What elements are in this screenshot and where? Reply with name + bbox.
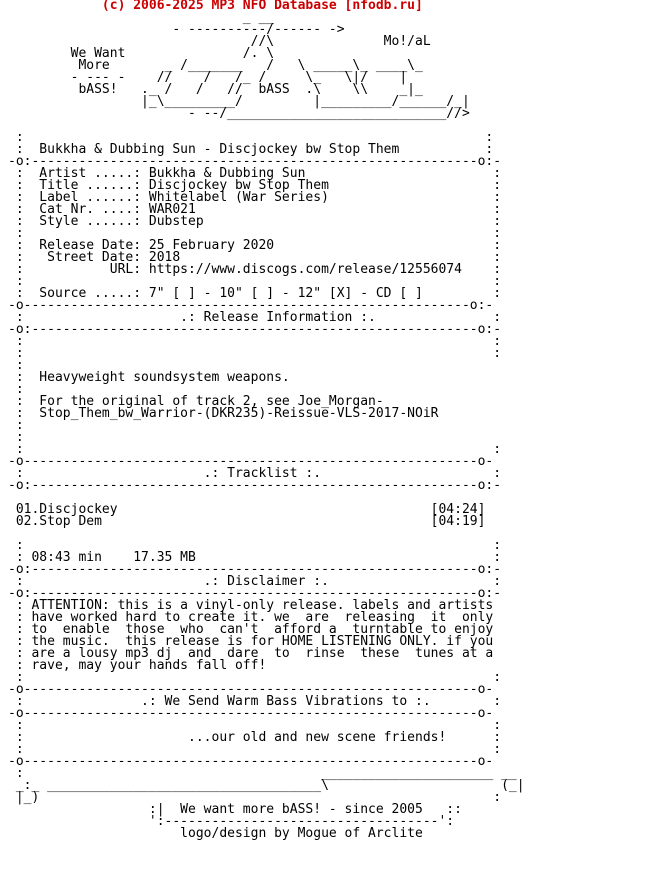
nfo-header-copyright: (c) 2006-2025 MP3 NFO Database [nfodb.ru]: [8, 0, 423, 13]
nfo-line: : Title ......: Discjockey bw Stop Them :: [8, 178, 502, 193]
nfo-line: -o:---------------------------------------------------------o:-: [8, 586, 502, 601]
nfo-line: _:_ ___________________________________\ (_|: [8, 778, 525, 793]
nfo-line: : have worked hard to create it. we are releasing it only: [8, 610, 494, 625]
nfo-line: : Cat Nr. ....: WAR021 :: [8, 202, 502, 217]
nfo-line: - ----------/------ ->: [8, 22, 345, 37]
nfo-line: : .: Tracklist :. :: [8, 466, 502, 481]
nfo-line: : .: Disclaimer :. :: [8, 574, 502, 589]
nfo-line: -o:---------------------------------------------------------o:-: [8, 154, 502, 169]
nfo-line: : :: [8, 442, 502, 457]
nfo-line: //\ Mo!/aL: [8, 34, 431, 49]
nfo-line: : .: Release Information :. :: [8, 310, 502, 325]
nfo-line: : :: [8, 670, 502, 685]
nfo-line: : For the original of track 2, see Joe_Morgan-: [8, 394, 384, 409]
nfo-line: : Heavyweight soundsystem weapons.: [8, 370, 290, 385]
nfo-line: : :: [8, 538, 502, 553]
nfo-line: -o:---------------------------------------------------------o:-: [8, 478, 502, 493]
nfo-line: : ______________________ __: [8, 766, 517, 781]
nfo-line: -o:---------------------------------------------------------o:-: [8, 322, 502, 337]
nfo-line: _ __: [8, 10, 275, 25]
nfo-line: : ...our old and new scene friends! :: [8, 730, 502, 745]
nfo-line: : Bukkha & Dubbing Sun - Discjockey bw Stop Them :: [8, 142, 494, 157]
nfo-line: :: [8, 358, 24, 373]
nfo-line: : Release Date: 25 February 2020 :: [8, 238, 502, 253]
nfo-line: |_) :: [8, 790, 502, 805]
nfo-document: [8, 0, 525, 840]
nfo-line: :: [8, 418, 24, 433]
nfo-line: : Artist .....: Bukkha & Dubbing Sun :: [8, 166, 502, 181]
nfo-line: :: [8, 382, 24, 397]
nfo-line: : the music. this release is for HOME LISTENING ONLY. if you: [8, 634, 494, 649]
nfo-line: -o----------------------------------------------------------o-: [8, 706, 494, 721]
nfo-line: -o:---------------------------------------------------------o:-: [8, 562, 502, 577]
nfo-line: : Stop_Them_bw_Warrior-(DKR235)-Reissue-VLS-2017-NOiR: [8, 406, 439, 421]
nfo-line: : :: [8, 274, 502, 289]
nfo-line: - --/____________________________//>: [8, 106, 470, 121]
nfo-line: : Label ......: Whitelabel (War Series) :: [8, 190, 502, 205]
nfo-line: : :: [8, 334, 502, 349]
nfo-line: : 08:43 min 17.35 MB :: [8, 550, 502, 565]
nfo-line: : Source .....: 7" [ ] - 10" [ ] - 12" [X] - CD [ ] :: [8, 286, 502, 301]
nfo-line: logo/design by Mogue of Arclite: [8, 826, 423, 841]
nfo-line: We Want /. \: [8, 46, 275, 61]
nfo-line: : to enable those who can't afford a turntable to enjoy: [8, 622, 494, 637]
nfo-line: :| We want more bASS! - since 2005 ::: [8, 802, 462, 817]
nfo-line: ':-----------------------------------':: [8, 814, 455, 829]
nfo-line: :: [8, 430, 24, 445]
nfo-line: : .: We Send Warm Bass Vibrations to :. :: [8, 694, 502, 709]
nfo-line: -o----------------------------------------------------------o-: [8, 682, 494, 697]
nfo-line: More _ /_______ / \ _____\_ ____\_: [8, 58, 423, 73]
nfo-line: : :: [8, 742, 502, 757]
nfo-line: bASS! ._ / / // bASS .\ \\ _|_: [8, 82, 423, 97]
nfo-line: -o----------------------------------------------------------o-: [8, 754, 494, 769]
nfo-line: : :: [8, 346, 502, 361]
nfo-line: - --- - // / /_ / \_ \|/ |: [8, 70, 408, 85]
nfo-line: 02.Stop Dem [04:19]: [8, 514, 486, 529]
nfo-line: : are a lousy mp3 dj and dare to rinse these tunes at a: [8, 646, 494, 661]
nfo-line: : :: [8, 130, 494, 145]
nfo-line: : Style ......: Dubstep :: [8, 214, 502, 229]
nfo-line: : Street Date: 2018 :: [8, 250, 502, 265]
nfo-line: |_\_________/ |_________/______/_|: [8, 94, 470, 109]
nfo-line: : :: [8, 226, 502, 241]
nfo-line: -o---------------------------------------------------------o:-: [8, 298, 494, 313]
nfo-line: : URL: https://www.discogs.com/release/12556074 :: [8, 262, 502, 277]
nfo-line: 01.Discjockey [04:24]: [8, 502, 486, 517]
nfo-line: : ATTENTION: this is a vinyl-only release. labels and artists: [8, 598, 494, 613]
nfo-line: : :: [8, 718, 502, 733]
nfo-line: : rave, may your hands fall off!: [8, 658, 267, 673]
nfo-line: -o----------------------------------------------------------o-: [8, 454, 494, 469]
